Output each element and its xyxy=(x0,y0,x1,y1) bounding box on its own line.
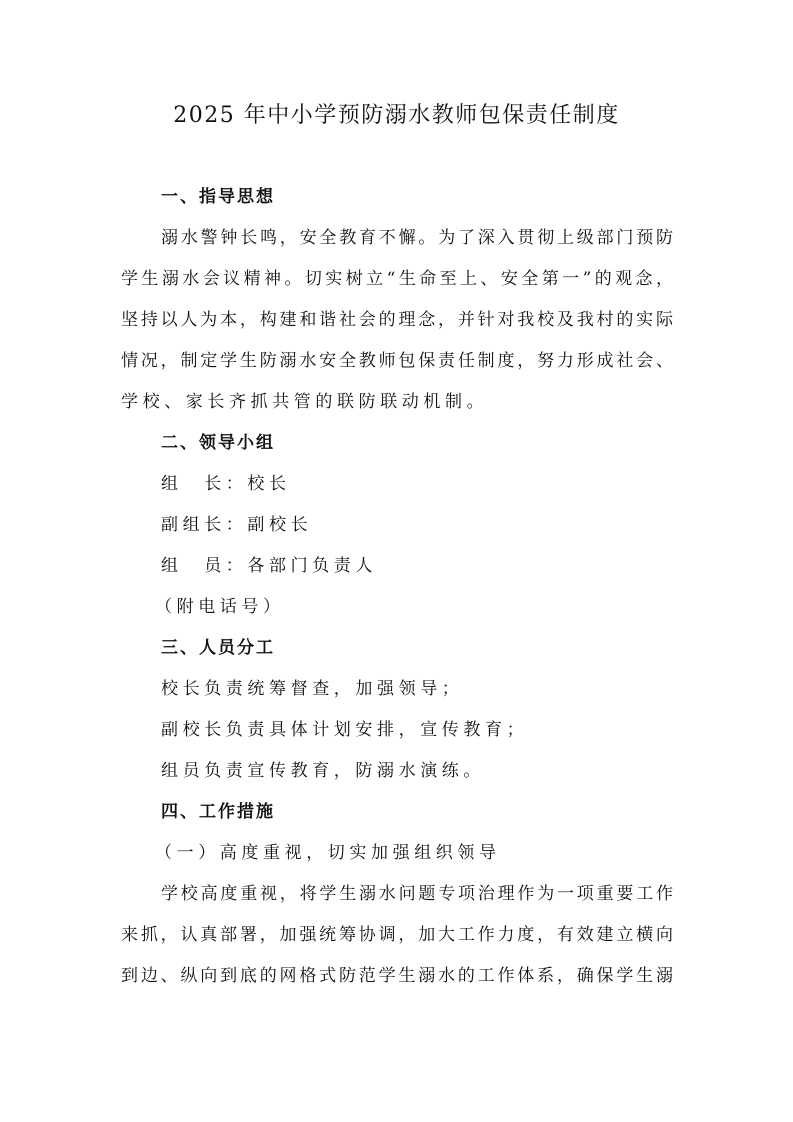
paragraph-line: 学生溺水会议精神。切实树立“生命至上、安全第一”的观念， xyxy=(121,269,673,289)
paragraph-line: 来抓，认真部署，加强统筹协调，加大工作力度，有效建立横向 xyxy=(121,925,673,945)
member-duty-line: 组员负责宣传教育，防溺水演练。 xyxy=(161,761,485,781)
phone-note-line: （附电话号） xyxy=(155,597,285,617)
paragraph-line: 情况，制定学生防溺水安全教师包保责任制度，努力形成社会、 xyxy=(121,351,673,371)
paragraph-line: 溺水警钟长鸣，安全教育不懈。为了深入贯彻上级部门预防 xyxy=(161,228,673,248)
section-heading-work-measures: 四、工作措施 xyxy=(161,802,275,822)
paragraph-line: 学校、家长齐抓共管的联防联动机制。 xyxy=(121,392,489,412)
subheading-organization: （一）高度重视，切实加强组织领导 xyxy=(155,843,501,863)
paragraph-line: 坚持以人为本，构建和谐社会的理念，并针对我校及我村的实际 xyxy=(121,310,673,330)
vice-principal-duty-line: 副校长负责具体计划安排，宣传教育； xyxy=(161,720,529,740)
principal-duty-line: 校长负责统筹督查，加强领导； xyxy=(161,679,464,699)
section-heading-leadership-group: 二、领导小组 xyxy=(161,433,275,453)
group-members-line: 组 员：各部门负责人 xyxy=(161,556,377,576)
document-title: 2025 年中小学预防溺水教师包保责任制度 xyxy=(173,103,620,128)
section-heading-guiding-thought: 一、指导思想 xyxy=(161,187,275,207)
deputy-leader-line: 副组长：副校长 xyxy=(161,515,313,535)
section-heading-division-of-labor: 三、人员分工 xyxy=(161,638,275,658)
group-leader-line: 组 长：校长 xyxy=(161,474,291,494)
paragraph-line: 学校高度重视，将学生溺水问题专项治理作为一项重要工作 xyxy=(161,884,673,904)
paragraph-line: 到边、纵向到底的网格式防范学生溺水的工作体系，确保学生溺 xyxy=(121,966,673,986)
